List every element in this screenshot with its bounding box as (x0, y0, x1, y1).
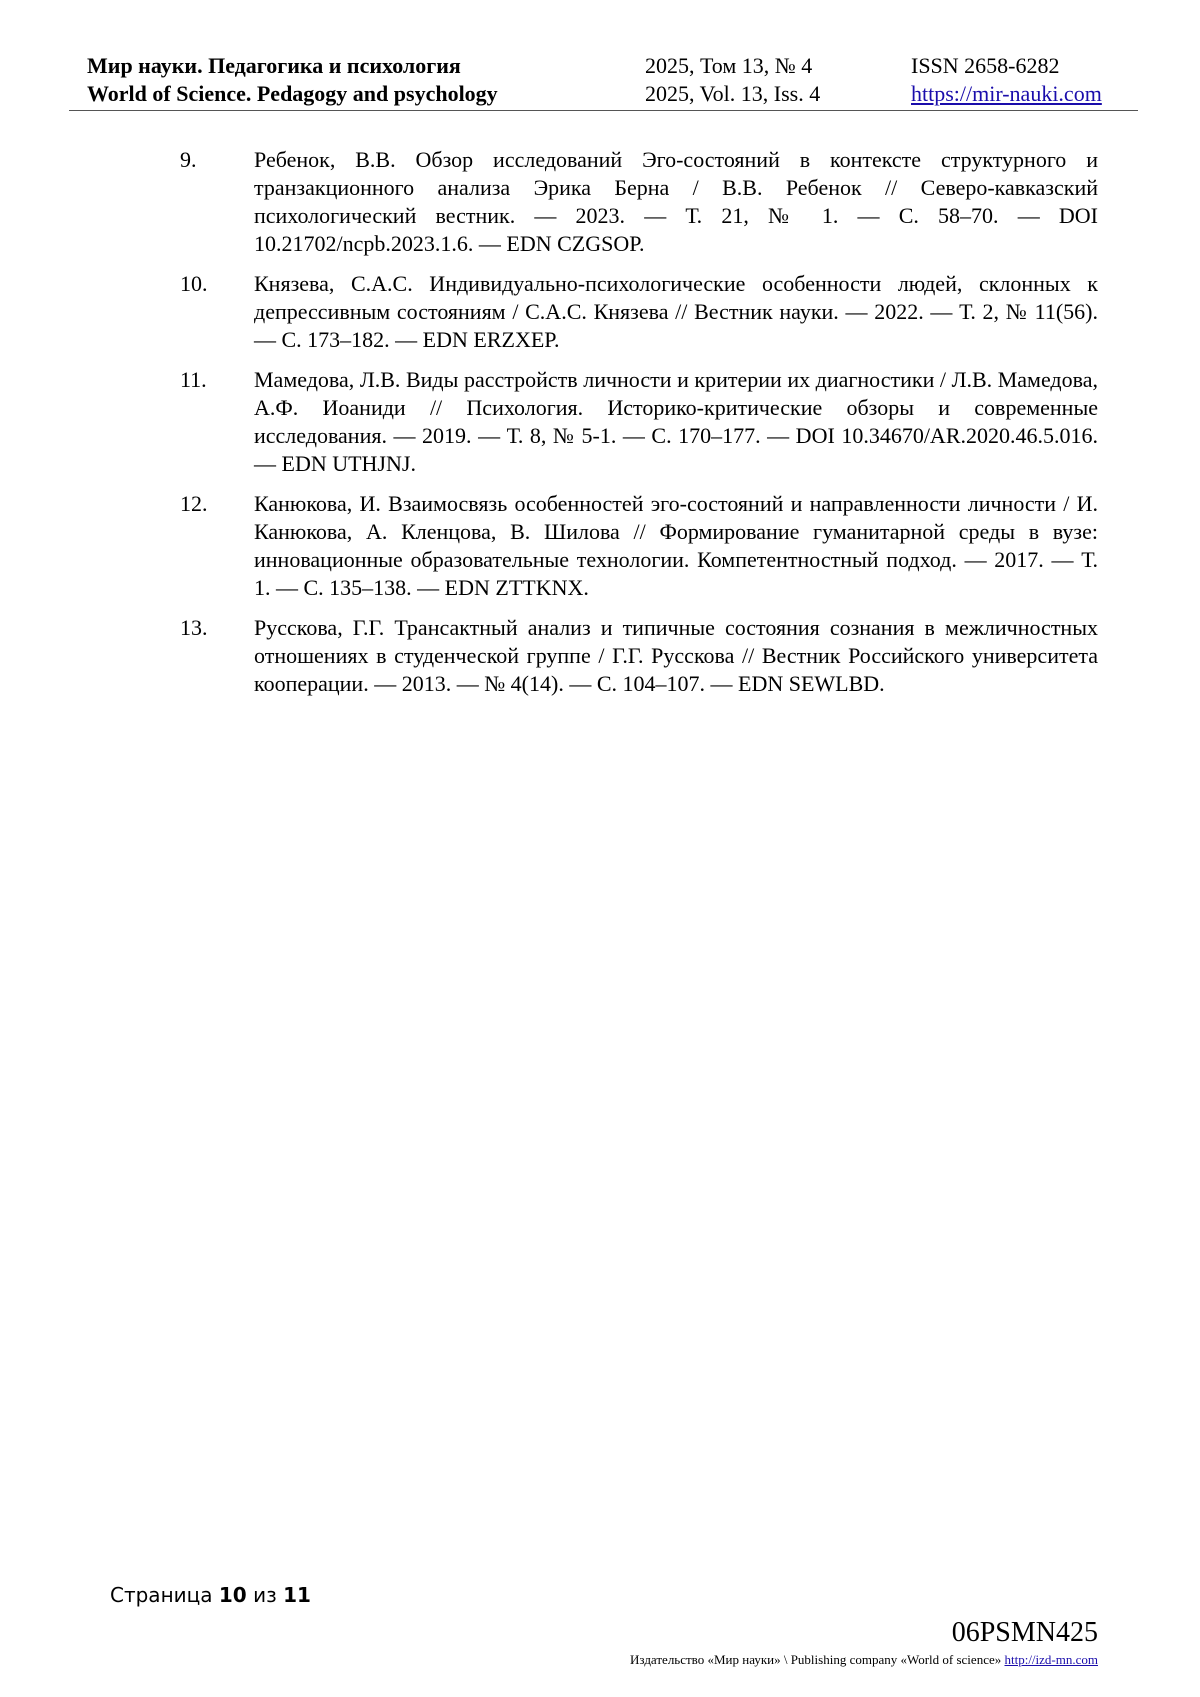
publisher-line (630, 1652, 1098, 1668)
issue-ru: 2025, Том 13, № 4 (645, 53, 813, 78)
journal-title (87, 52, 498, 108)
reference-item (180, 366, 1098, 478)
reference-number: 11. (180, 367, 207, 392)
issue-en: 2025, Vol. 13, Iss. 4 (645, 81, 821, 106)
reference-item (180, 270, 1098, 354)
reference-item (180, 146, 1098, 258)
reference-number: 9. (180, 147, 197, 172)
reference-number: 10. (180, 271, 208, 296)
page-header (69, 50, 1138, 111)
journal-title-en: World of Science. Pedagogy and psychology (87, 81, 498, 106)
journal-url-link[interactable]: https://mir-nauki.com (911, 81, 1102, 106)
reference-list (180, 146, 1098, 710)
page-word: Страница (110, 1583, 213, 1607)
page-of: из (253, 1583, 277, 1607)
page-current: 10 (218, 1583, 247, 1607)
page-counter (110, 1583, 311, 1607)
reference-number: 12. (180, 491, 208, 516)
reference-item (180, 490, 1098, 602)
page-total: 11 (283, 1583, 311, 1607)
article-code: 06PSMN425 (951, 1617, 1098, 1648)
reference-text: Русскова, Г.Г. Трансактный анализ и типичные состояния сознания в межличностных отношениях в студенческой группе / Г.Г. Русскова // Вестник Российского университета кооперации. — 2013. — № 4(14). — С. 104–107. — EDN SEWLBD. (254, 615, 1098, 696)
reference-text: Мамедова, Л.В. Виды расстройств личности и критерии их диагностики / Л.В. Мамедова, А.Ф. Иоаниди // Психология. Историко-критические обзоры и современные исследования. — 2019. — Т. 8, № 5-1. — С. 170–177. — DOI 10.34670/AR.2020.46.5.016. — EDN UTHJNJ. (254, 367, 1098, 476)
publisher-text: Издательство «Мир науки» \ Publishing company «World of science» (630, 1652, 1002, 1667)
reference-text: Канюкова, И. Взаимосвязь особенностей эго-состояний и направленности личности / И. Канюкова, А. Кленцова, В. Шилова // Формирование гуманитарной среды в вузе: инновационные образовательные технологии. Компетентностный подход. — 2017. — Т. 1. — С. 135–138. — EDN ZTTKNX. (254, 491, 1098, 600)
reference-text: Ребенок, В.В. Обзор исследований Эго-состояний в контексте структурного и транзакционного анализа Эрика Берна / В.В. Ребенок // Северо-кавказский психологический вестник. — 2023. — Т. 21, № 1. — С. 58–70. — DOI 10.21702/ncpb.2023.1.6. — EDN CZGSOP. (254, 147, 1098, 256)
publisher-url-link[interactable]: http://izd-mn.com (1004, 1652, 1098, 1667)
issue-info (645, 52, 820, 108)
journal-title-ru: Мир науки. Педагогика и психология (87, 53, 461, 78)
issn-block (911, 52, 1102, 108)
reference-text: Князева, С.А.С. Индивидуально-психологические особенности людей, склонных к депрессивным состояниям / С.А.С. Князева // Вестник науки. — 2022. — Т. 2, № 11(56). — С. 173–182. — EDN ERZXEP. (254, 271, 1098, 352)
reference-number: 13. (180, 615, 208, 640)
issn: ISSN 2658-6282 (911, 53, 1060, 78)
reference-item (180, 614, 1098, 698)
